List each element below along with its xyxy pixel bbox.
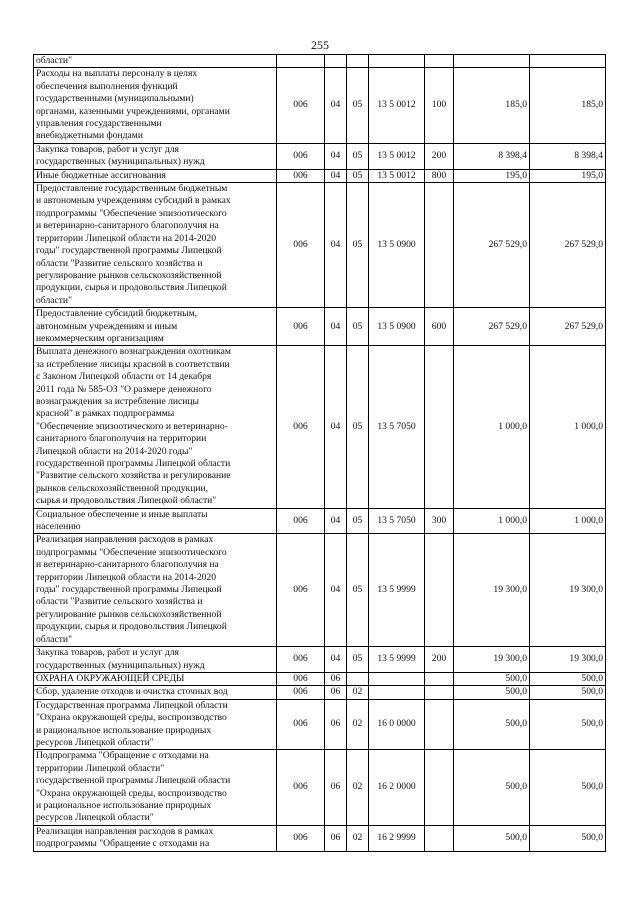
expense-name-line: государственными (муниципальными) <box>36 93 194 105</box>
expense-name-line: Расходы на выплаты персоналу в целях <box>36 68 198 80</box>
target-article-cell: 16 0 0000 <box>369 699 425 750</box>
ved-code-cell: 006 <box>277 308 325 346</box>
amount-cell: 185,0 <box>454 68 530 143</box>
ved-code-cell: 006 <box>277 169 325 182</box>
subsection-code-cell: 05 <box>347 183 369 308</box>
expense-name-line: за истребление лисицы красной в соответствии <box>36 358 230 370</box>
expense-name-cell <box>34 55 277 68</box>
section-code-cell <box>325 55 347 68</box>
amount-cell: 195,0 <box>454 169 530 182</box>
target-article-cell: 13 5 0900 <box>369 308 425 346</box>
expense-type-cell <box>425 55 454 68</box>
expense-name-line: годы" государственной программы Липецкой <box>36 245 222 257</box>
section-code-cell: 04 <box>325 647 347 673</box>
expense-name-cell <box>34 68 277 143</box>
expense-name-line: Иные бюджетные ассигнования <box>36 169 166 181</box>
expense-name-line: ресурсов Липецкой области" <box>36 736 154 748</box>
section-code-cell: 04 <box>325 534 347 647</box>
expense-name-cell <box>34 686 277 699</box>
expense-name-cell <box>34 534 277 647</box>
expense-name-cell <box>34 143 277 169</box>
target-article-cell: 16 2 9999 <box>369 825 425 851</box>
section-code-cell: 04 <box>325 183 347 308</box>
expense-name-line: области "Развитие сельского хозяйства и <box>36 257 203 269</box>
ved-code-cell: 006 <box>277 508 325 534</box>
expense-name-line: территории Липецкой области на 2014-2020 <box>36 571 217 583</box>
expense-name-cell <box>34 825 277 851</box>
subsection-code-cell: 05 <box>347 169 369 182</box>
amount-cell: 8 398,4 <box>454 143 530 169</box>
table-row <box>34 508 606 534</box>
expense-name-line: регулирование рынков сельскохозяйственной <box>36 269 222 281</box>
expense-name-cell <box>34 508 277 534</box>
target-article-cell <box>369 672 425 685</box>
expense-name-line: рынков сельскохозяйственной продукции, <box>36 482 208 494</box>
expense-type-cell: 800 <box>425 169 454 182</box>
amount-cell: 500,0 <box>530 686 606 699</box>
expense-name-line: подпрограммы "Обеспечение эпизоотического <box>36 207 227 219</box>
expense-type-cell <box>425 825 454 851</box>
expense-name-line: Предоставление государственным бюджетным <box>36 183 228 195</box>
expense-name-line: автономным учреждениям и иным <box>36 320 178 332</box>
expense-type-cell: 600 <box>425 308 454 346</box>
expense-name-line: государственных (муниципальных) нужд <box>36 659 205 671</box>
subsection-code-cell: 02 <box>347 750 369 825</box>
expense-name-line: 2011 года № 585-ОЗ "О размере денежного <box>36 383 212 395</box>
ved-code-cell: 006 <box>277 672 325 685</box>
amount-cell: 267 529,0 <box>530 183 606 308</box>
expense-name-line: Реализация направления расходов в рамках <box>36 534 214 546</box>
amount-cell: 500,0 <box>454 750 530 825</box>
expense-name-line: территории Липецкой области на 2014-2020 <box>36 232 217 244</box>
expense-name-line: продукции, сырья и продовольствия Липецкой <box>36 621 227 633</box>
amount-cell: 267 529,0 <box>530 308 606 346</box>
amount-cell: 19 300,0 <box>454 647 530 673</box>
expense-name-line: государственной программы Липецкой области <box>36 775 231 787</box>
expense-type-cell <box>425 686 454 699</box>
expense-name-line: продукции, сырья и продовольствия Липецкой <box>36 282 227 294</box>
expense-name-line: "Охрана окружающей среды, воспроизводство <box>36 712 227 724</box>
expense-name-line: Социальное обеспечение и иные выплаты <box>36 508 208 520</box>
subsection-code-cell: 02 <box>347 686 369 699</box>
amount-cell: 1 000,0 <box>530 346 606 508</box>
expense-name-line: некоммерческим организациям <box>36 332 164 344</box>
subsection-code-cell: 05 <box>347 647 369 673</box>
expense-name-line: подпрограммы "Обращение с отходами на <box>36 838 210 850</box>
target-article-cell: 13 5 9999 <box>369 647 425 673</box>
ved-code-cell: 006 <box>277 183 325 308</box>
subsection-code-cell: 02 <box>347 825 369 851</box>
expense-name-line: области" <box>36 294 72 306</box>
expense-name-cell <box>34 647 277 673</box>
amount-cell: 500,0 <box>530 825 606 851</box>
amount-cell: 267 529,0 <box>454 183 530 308</box>
page-number: 255 <box>311 38 329 52</box>
ved-code-cell: 006 <box>277 699 325 750</box>
expense-name-line: и рациональное использование природных <box>36 724 212 736</box>
expense-name-line: государственной программы Липецкой области <box>36 458 231 469</box>
amount-cell: 500,0 <box>454 699 530 750</box>
expense-name-line: красной" в рамках подпрограммы <box>36 408 175 420</box>
section-code-cell: 04 <box>325 508 347 534</box>
expense-name-line: с Законом Липецкой области от 14 декабря <box>36 371 212 383</box>
section-code-cell: 06 <box>325 699 347 750</box>
expense-name-line: государственных (муниципальных) нужд <box>36 156 205 168</box>
amount-cell: 19 300,0 <box>530 534 606 647</box>
expense-type-cell <box>425 183 454 308</box>
ved-code-cell: 006 <box>277 647 325 673</box>
section-code-cell: 04 <box>325 68 347 143</box>
amount-cell: 19 300,0 <box>454 534 530 647</box>
expense-name-cell <box>34 183 277 308</box>
expense-name-cell <box>34 750 277 825</box>
target-article-cell: 13 5 7050 <box>369 346 425 508</box>
expense-type-cell <box>425 699 454 750</box>
subsection-code-cell: 05 <box>347 68 369 143</box>
expense-type-cell <box>425 346 454 508</box>
target-article-cell: 13 5 0900 <box>369 183 425 308</box>
expense-name-cell <box>34 672 277 685</box>
expense-type-cell: 100 <box>425 68 454 143</box>
expense-name-line: Липецкой области на 2014-2020 годы" <box>36 445 193 457</box>
expense-type-cell: 200 <box>425 143 454 169</box>
amount-cell: 185,0 <box>530 68 606 143</box>
table-row <box>34 686 606 699</box>
expense-name-line: годы" государственной программы Липецкой <box>36 584 222 596</box>
target-article-cell: 13 5 0012 <box>369 143 425 169</box>
expense-name-line: внебюджетными фондами <box>36 130 143 142</box>
section-code-cell: 04 <box>325 308 347 346</box>
subsection-code-cell: 02 <box>347 699 369 750</box>
amount-cell: 267 529,0 <box>454 308 530 346</box>
ved-code-cell: 006 <box>277 346 325 508</box>
target-article-cell: 16 2 0000 <box>369 750 425 825</box>
amount-cell: 195,0 <box>530 169 606 182</box>
amount-cell: 500,0 <box>454 686 530 699</box>
budget-table <box>33 54 606 852</box>
expense-name-line: подпрограммы "Обеспечение эпизоотического <box>36 546 227 558</box>
expense-name-line: Закупка товаров, работ и услуг для <box>36 647 179 659</box>
expense-name-line: ресурсов Липецкой области" <box>36 812 154 824</box>
target-article-cell <box>369 686 425 699</box>
expense-name-line: органами, казенными учреждениями, органами <box>36 105 230 117</box>
target-article-cell: 13 5 7050 <box>369 508 425 534</box>
expense-type-cell <box>425 534 454 647</box>
section-code-cell: 06 <box>325 750 347 825</box>
amount-cell: 19 300,0 <box>530 647 606 673</box>
target-article-cell: 13 5 9999 <box>369 534 425 647</box>
expense-name-line: области" <box>36 633 72 645</box>
expense-name-line: и рациональное использование природных <box>36 799 212 811</box>
expense-name-cell <box>34 169 277 182</box>
ved-code-cell: 006 <box>277 143 325 169</box>
expense-name-line: населению <box>36 521 81 533</box>
table-row <box>34 143 606 169</box>
expense-name-line: Подпрограмма "Обращение с отходами на <box>36 750 209 762</box>
ved-code-cell: 006 <box>277 534 325 647</box>
table-row <box>34 308 606 346</box>
subsection-code-cell <box>347 672 369 685</box>
expense-name-line: территории Липецкой области" <box>36 762 165 774</box>
table-row <box>34 672 606 685</box>
amount-cell: 500,0 <box>530 699 606 750</box>
section-code-cell: 06 <box>325 686 347 699</box>
amount-cell: 1 000,0 <box>454 346 530 508</box>
expense-name-line: управления государственными <box>36 118 162 130</box>
expense-name-line: области "Развитие сельского хозяйства и <box>36 596 203 608</box>
expense-name-cell <box>34 346 277 508</box>
expense-name-line: ОХРАНА ОКРУЖАЮЩЕЙ СРЕДЫ <box>36 672 185 684</box>
amount-cell: 1 000,0 <box>530 508 606 534</box>
expense-name-line: "Обеспечение эпизоотического и ветеринарно- <box>36 420 228 432</box>
section-code-cell: 04 <box>325 143 347 169</box>
expense-type-cell <box>425 750 454 825</box>
expense-type-cell: 300 <box>425 508 454 534</box>
target-article-cell: 13 5 0012 <box>369 68 425 143</box>
table-row <box>34 169 606 182</box>
table-row <box>34 647 606 673</box>
subsection-code-cell: 05 <box>347 534 369 647</box>
expense-name-line: Реализация направления расходов в рамках <box>36 825 214 837</box>
expense-name-line: "Развитие сельского хозяйства и регулирование <box>36 470 231 482</box>
subsection-code-cell <box>347 55 369 68</box>
expense-name-line: Закупка товаров, работ и услуг для <box>36 143 179 155</box>
amount-cell: 1 000,0 <box>454 508 530 534</box>
amount-cell <box>530 55 606 68</box>
subsection-code-cell: 05 <box>347 308 369 346</box>
table-row <box>34 750 606 825</box>
expense-name-line: Сбор, удаление отходов и очистка сточных вод <box>36 686 228 698</box>
target-article-cell <box>369 55 425 68</box>
section-code-cell: 04 <box>325 346 347 508</box>
expense-name-line: Предоставление субсидий бюджетным, <box>36 308 198 320</box>
table-row <box>34 534 606 647</box>
table-row <box>34 55 606 68</box>
target-article-cell: 13 5 0012 <box>369 169 425 182</box>
expense-name-line: области" <box>36 55 72 66</box>
expense-name-line: и ветеринарно-санитарного благополучия на <box>36 220 219 232</box>
amount-cell: 8 398,4 <box>530 143 606 169</box>
table-row <box>34 699 606 750</box>
expense-name-line: вознаграждения за истребление лисицы <box>36 395 199 407</box>
section-code-cell: 06 <box>325 825 347 851</box>
expense-name-line: регулирование рынков сельскохозяйственной <box>36 608 222 620</box>
expense-name-line: Государственная программа Липецкой области <box>36 699 228 711</box>
table-row <box>34 183 606 308</box>
amount-cell: 500,0 <box>530 750 606 825</box>
table-row <box>34 825 606 851</box>
expense-name-line: санитарного благополучия на территории <box>36 433 207 445</box>
expense-name-line: Выплата денежного вознаграждения охотникам <box>36 346 231 358</box>
amount-cell: 500,0 <box>530 672 606 685</box>
ved-code-cell: 006 <box>277 750 325 825</box>
expense-name-line: обеспечения выполнения функций <box>36 80 178 92</box>
expense-type-cell <box>425 672 454 685</box>
subsection-code-cell: 05 <box>347 143 369 169</box>
table-row <box>34 346 606 508</box>
expense-type-cell: 200 <box>425 647 454 673</box>
expense-name-line: "Охрана окружающей среды, воспроизводство <box>36 787 227 799</box>
subsection-code-cell: 05 <box>347 508 369 534</box>
amount-cell: 500,0 <box>454 825 530 851</box>
table-row <box>34 68 606 143</box>
ved-code-cell: 006 <box>277 825 325 851</box>
expense-name-line: сырья и продовольствия Липецкой области" <box>36 495 217 507</box>
ved-code-cell: 006 <box>277 68 325 143</box>
ved-code-cell: 006 <box>277 686 325 699</box>
expense-name-line: и ветеринарно-санитарного благополучия на <box>36 559 219 571</box>
amount-cell: 500,0 <box>454 672 530 685</box>
section-code-cell: 06 <box>325 672 347 685</box>
subsection-code-cell: 05 <box>347 346 369 508</box>
section-code-cell: 04 <box>325 169 347 182</box>
amount-cell <box>454 55 530 68</box>
expense-name-cell <box>34 308 277 346</box>
expense-name-cell <box>34 699 277 750</box>
ved-code-cell <box>277 55 325 68</box>
expense-name-line: и автономным учреждениям субсидий в рамках <box>36 195 231 207</box>
